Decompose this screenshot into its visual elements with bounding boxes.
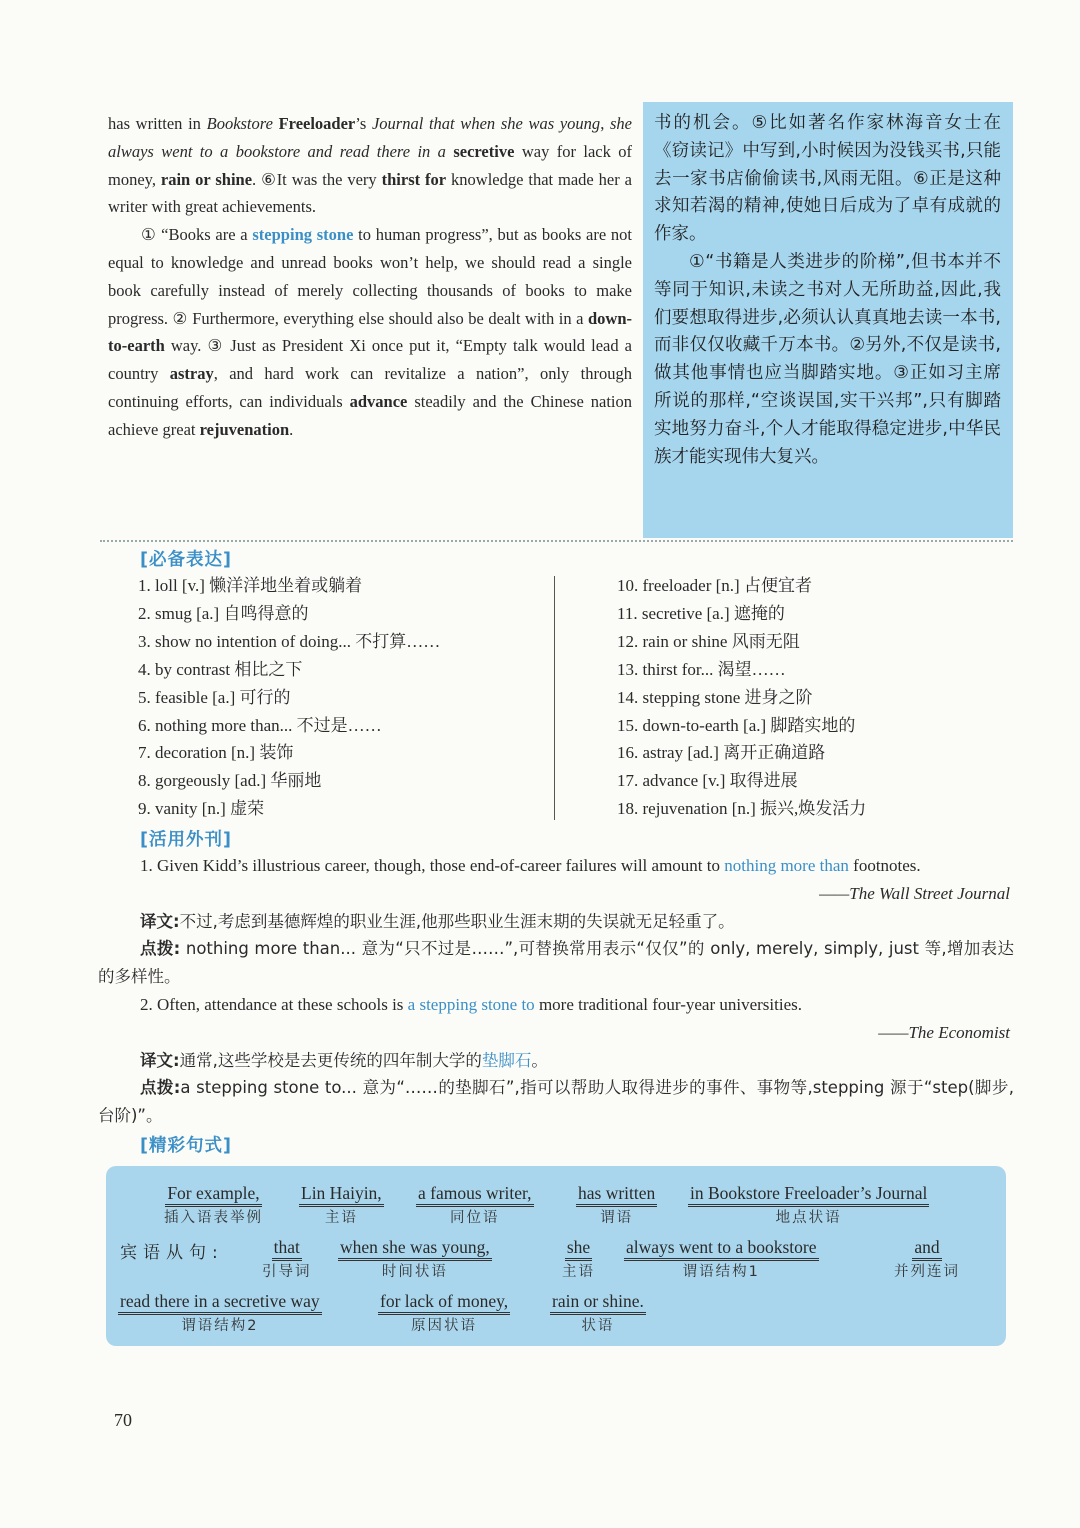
- sentence-segment: [338, 1236, 492, 1283]
- sentence-text: footnotes.: [848, 856, 921, 875]
- note-text: a stepping stone to... 意为“……的垫脚石”,指可以帮助人取得进步的事件、事物等,stepping 源于“step(脚步,台阶)”。: [98, 1078, 1014, 1126]
- translation-text: 通常,这些学校是去更传统的四年制大学的: [179, 1050, 482, 1070]
- translation-text: 不过,考虑到基德辉煌的职业生涯,他那些职业生涯末期的失误就无足轻重了。: [179, 911, 735, 931]
- segment-label: 谓语结构2: [181, 1318, 259, 1334]
- text-run: secretive: [453, 141, 515, 161]
- translation-tag: 译文:: [140, 1050, 180, 1070]
- translation-line: [98, 908, 1014, 936]
- segment-words: when she was young,: [338, 1236, 492, 1261]
- sentence-analysis-box: [106, 1166, 1006, 1346]
- source-citation: ——The Wall Street Journal: [819, 883, 1010, 903]
- vocab-item: 14. stepping stone 进身之阶: [617, 687, 813, 707]
- segment-words: always went to a bookstore: [624, 1236, 819, 1261]
- text-run: ,: [600, 114, 610, 133]
- translation-highlight: 垫脚石: [481, 1050, 532, 1070]
- segment-label: 谓语: [600, 1210, 634, 1226]
- vocab-list-left: [138, 572, 440, 823]
- vocab-item: 13. thirst for... 渴望……: [617, 659, 786, 679]
- segment-label: 状语: [581, 1318, 615, 1334]
- vocab-item: 5. feasible [a.] 可行的: [138, 687, 291, 707]
- text-run: , and hard work can revitalize a nation”, only through continuing efforts, can individuals: [108, 364, 632, 411]
- segment-label: 主语: [562, 1264, 595, 1280]
- segment-words: read there in a secretive way: [118, 1290, 322, 1315]
- text-run: Bookstore: [206, 114, 279, 133]
- translation-tag: 译文:: [140, 911, 180, 931]
- vocab-item: 6. nothing more than... 不过是……: [138, 715, 382, 735]
- vocab-item: 8. gorgeously [ad.] 华丽地: [138, 771, 322, 791]
- text-run: way for lack of money,: [108, 141, 632, 189]
- sentence-segment: [299, 1182, 384, 1229]
- text-run: stepping stone: [252, 225, 354, 245]
- note-line: [98, 935, 1014, 991]
- text-run: advance: [349, 391, 408, 411]
- section-title-sentence: [精彩句式]: [140, 1136, 232, 1156]
- sentence-segment: [894, 1236, 960, 1283]
- vocab-item: 1. loll [v.] 懒洋洋地坐着或躺着: [138, 576, 363, 595]
- english-paragraph-2: [108, 221, 632, 443]
- sentence-text: more traditional four-year universities.: [534, 995, 803, 1014]
- text-run: Freeloader: [278, 114, 356, 133]
- segment-label: 引导词: [262, 1264, 312, 1280]
- sentence-segment: [688, 1182, 929, 1229]
- source-citation: ——The Economist: [878, 1022, 1010, 1042]
- vocab-item: 3. show no intention of doing... 不打算……: [138, 631, 441, 651]
- sentence-segment: [416, 1182, 534, 1229]
- segment-words: Lin Haiyin,: [299, 1182, 384, 1207]
- vocab-item: 7. decoration [n.] 装饰: [138, 743, 294, 763]
- highlight-phrase: nothing more than: [724, 856, 849, 875]
- page-number: 70: [114, 1410, 132, 1430]
- chinese-translation-box: [643, 102, 1013, 538]
- sentence-segment: [118, 1290, 322, 1337]
- sentence-segment: [550, 1290, 646, 1337]
- vocab-item: 18. rejuvenation [n.] 振兴,焕发活力: [617, 799, 867, 819]
- text-run: steadily and the Chinese nation achieve great: [108, 391, 632, 439]
- usage-example-1: [98, 852, 1014, 991]
- vocab-item: 2. smug [a.] 自鸣得意的: [138, 603, 309, 623]
- sentence-segment: [378, 1290, 510, 1337]
- segment-words: for lack of money,: [378, 1290, 510, 1315]
- segment-words: rain or shine.: [550, 1290, 646, 1315]
- text-run: has written in: [108, 114, 207, 133]
- text-run: Journal that when she was young: [371, 114, 601, 133]
- chinese-paragraph-2: ①“书籍是人类进步的阶梯”,但书本并不等同于知识,未读之书对人无所助益,因此,我们要想取得进步,必须认认真真地去读一本书,而非仅仅收藏千万本书。②另外,不仅是读书,做其他事情也应当脚踏实地。③正如习主席所说的那样,“空谈误国,实干兴邦”,只有脚踏实地努力奋斗,个人才能取得稳定进步,中华民族才能实现伟大复兴。: [654, 251, 1001, 467]
- text-run: rejuvenation: [199, 419, 290, 439]
- segment-label: 并列连词: [894, 1264, 960, 1280]
- vocab-item: 12. rain or shine 风雨无阻: [617, 631, 800, 651]
- text-run: ① “Books are a: [141, 225, 253, 245]
- segment-words: she: [565, 1236, 592, 1261]
- text-run: she always went to a bookstore and read there in a: [108, 114, 632, 161]
- vocab-column-divider: [554, 576, 555, 820]
- note-line: [98, 1074, 1014, 1130]
- vocab-item: 15. down-to-earth [a.] 脚踏实地的: [617, 715, 856, 735]
- sentence-segment: [562, 1236, 595, 1283]
- text-run: astray: [169, 364, 214, 384]
- segment-words: that: [272, 1236, 302, 1261]
- text-run: down-to-earth: [108, 308, 632, 356]
- text-run: . ⑥It was the very: [252, 169, 382, 189]
- segment-words: a famous writer,: [416, 1182, 534, 1207]
- segment-words: has written: [576, 1182, 657, 1207]
- text-run: to human progress”, but as books are not equal to knowledge and unread books won’t help, we should read a single book carefully instead of merely collecting thousands of books to make progress. ② Furthermore, everything else should also be dealt with in a: [108, 225, 632, 328]
- vocab-item: 9. vanity [n.] 虚荣: [138, 799, 265, 819]
- note-tag: 点拨:: [140, 939, 181, 959]
- segment-label: 原因状语: [411, 1318, 478, 1334]
- vocab-item: 16. astray [ad.] 离开正确道路: [617, 743, 826, 763]
- vocab-item: 4. by contrast 相比之下: [138, 659, 303, 679]
- chinese-paragraph-1: 书的机会。⑤比如著名作家林海音女士在《窃读记》中写到,小时候因为没钱买书,只能去一家书店偷偷读书,风雨无阻。⑥正是这种求知若渴的精神,使她日后成为了卓有成就的作家。: [654, 113, 1001, 245]
- text-run: knowledge that made her a writer with great achievements.: [108, 169, 632, 217]
- sentence-segment: [164, 1182, 263, 1229]
- sentence-segment: [624, 1236, 819, 1283]
- segment-label: 插入语表举例: [164, 1210, 263, 1226]
- note-text: nothing more than... 意为“只不过是……”,可替换常用表示“仅仅”的 only, merely, simply, just 等,增加表达的多样性。: [98, 939, 1014, 987]
- usage-sentence-2: [98, 991, 1014, 1019]
- segment-words: and: [912, 1236, 941, 1261]
- vocab-list-right: [617, 572, 866, 823]
- note-tag: 点拨:: [140, 1078, 181, 1098]
- text-run: way. ③ Just as President Xi once put it, “Empty talk would lead a country: [108, 336, 632, 384]
- segment-label: 谓语结构1: [682, 1264, 760, 1280]
- usage-sentence-1: [98, 852, 1014, 880]
- highlight-phrase: a stepping stone to: [407, 995, 535, 1014]
- segment-words: For example,: [165, 1182, 261, 1207]
- translation-line: [98, 1047, 1014, 1075]
- section-title-expressions: [必备表达]: [140, 550, 232, 570]
- vocab-item: 11. secretive [a.] 遮掩的: [617, 603, 785, 623]
- english-passage: [108, 110, 632, 444]
- sentence-text: 1. Given Kidd’s illustrious career, though, those end-of-career failures will amount to: [140, 856, 725, 875]
- sentence-segment: [576, 1182, 657, 1229]
- vocab-item: 10. freeloader [n.] 占便宜者: [617, 576, 812, 595]
- text-run: ’s: [355, 114, 372, 133]
- segment-words: in Bookstore Freeloader’s Journal: [688, 1182, 929, 1207]
- english-paragraph-1: [108, 110, 632, 221]
- segment-label: 同位语: [450, 1210, 500, 1226]
- text-run: .: [289, 419, 294, 439]
- usage-example-2: [98, 991, 1014, 1130]
- segment-label: 地点状语: [775, 1210, 842, 1226]
- clause-label: 宾语从句:: [120, 1243, 224, 1263]
- segment-label: 时间状语: [381, 1264, 448, 1280]
- sentence-segment: [262, 1236, 312, 1283]
- translation-text: 。: [531, 1050, 548, 1070]
- section-divider: [100, 540, 1013, 542]
- vocab-item: 17. advance [v.] 取得进展: [617, 771, 798, 791]
- text-run: thirst for: [381, 169, 447, 189]
- segment-label: 主语: [324, 1210, 358, 1226]
- sentence-text: 2. Often, attendance at these schools is: [140, 995, 408, 1014]
- section-title-usage: [活用外刊]: [140, 830, 232, 850]
- text-run: rain or shine: [160, 169, 253, 189]
